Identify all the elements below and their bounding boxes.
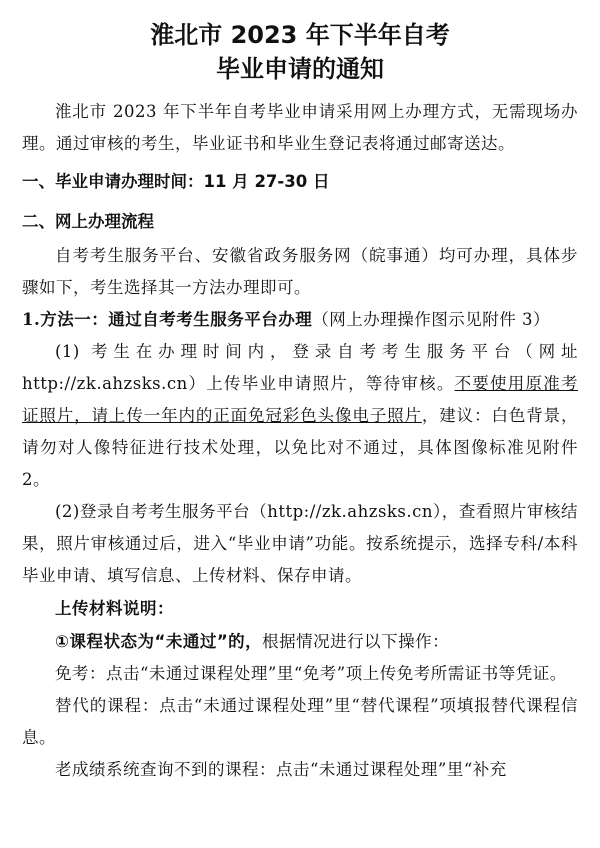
substitute-paragraph: 替代的课程：点击“未通过课程处理”里“替代课程”项填报替代课程信息。 bbox=[22, 696, 578, 747]
method1-paragraph bbox=[22, 304, 578, 336]
section2-heading: 二、网上办理流程 bbox=[22, 212, 154, 231]
document-title-line1: 淮北市 2023 年下半年自考 bbox=[150, 21, 450, 49]
exempt-paragraph: 免考：点击“未通过课程处理”里“免考”项上传免考所需证书等凭证。 bbox=[55, 664, 567, 683]
step1-text: (1) 考生在办理时间内，登录自考考生服务平台（网址 http://zk.ahzsks.cn）上传毕业申请照片，等待审核。 bbox=[22, 342, 578, 393]
step1-suggestion: ，建议：白色背景，请勿对人像特征进行技术处理，以免比对不通过，具体图像标准见附件 2。 bbox=[22, 406, 579, 489]
document-title-line2: 毕业申请的通知 bbox=[216, 55, 384, 83]
section1-heading: 一、毕业申请办理时间：11 月 27-30 日 bbox=[22, 172, 330, 191]
section2-intro: 自考考生服务平台、安徽省政务服务网（皖事通）均可办理，具体步骤如下，考生选择其一方法办理即可。 bbox=[22, 246, 578, 297]
step1-paragraph bbox=[22, 336, 578, 496]
old-scores-paragraph: 老成绩系统查询不到的课程：点击“未通过课程处理”里“补充 bbox=[55, 760, 507, 779]
intro-paragraph: 淮北市 2023 年下半年自考毕业申请采用网上办理方式，无需现场办理。通过审核的考生，毕业证书和毕业生登记表将通过邮寄送达。 bbox=[22, 102, 578, 153]
upload-heading: 上传材料说明： bbox=[55, 599, 174, 618]
circle1-rest: 根据情况进行以下操作： bbox=[262, 632, 450, 651]
step2-paragraph: (2)登录自考考生服务平台（http://zk.ahzsks.cn），查看照片审核结果，照片审核通过后，进入“毕业申请”功能。按系统提示，选择专科/本科毕业申请、填写信息、上传材料、保存申请。 bbox=[22, 502, 578, 585]
circle1-paragraph bbox=[22, 626, 578, 658]
method1-title: 1.方法一：通过自考考生服务平台办理 bbox=[22, 310, 313, 329]
method1-note: （网上办理操作图示见附件 3） bbox=[312, 310, 550, 329]
circle1-bold: ①课程状态为“未通过”的， bbox=[55, 632, 263, 651]
step1-underlined-text: 不要使用原准考证照片，请上传一年内的正面免冠彩色头像电子照片 bbox=[22, 374, 578, 425]
